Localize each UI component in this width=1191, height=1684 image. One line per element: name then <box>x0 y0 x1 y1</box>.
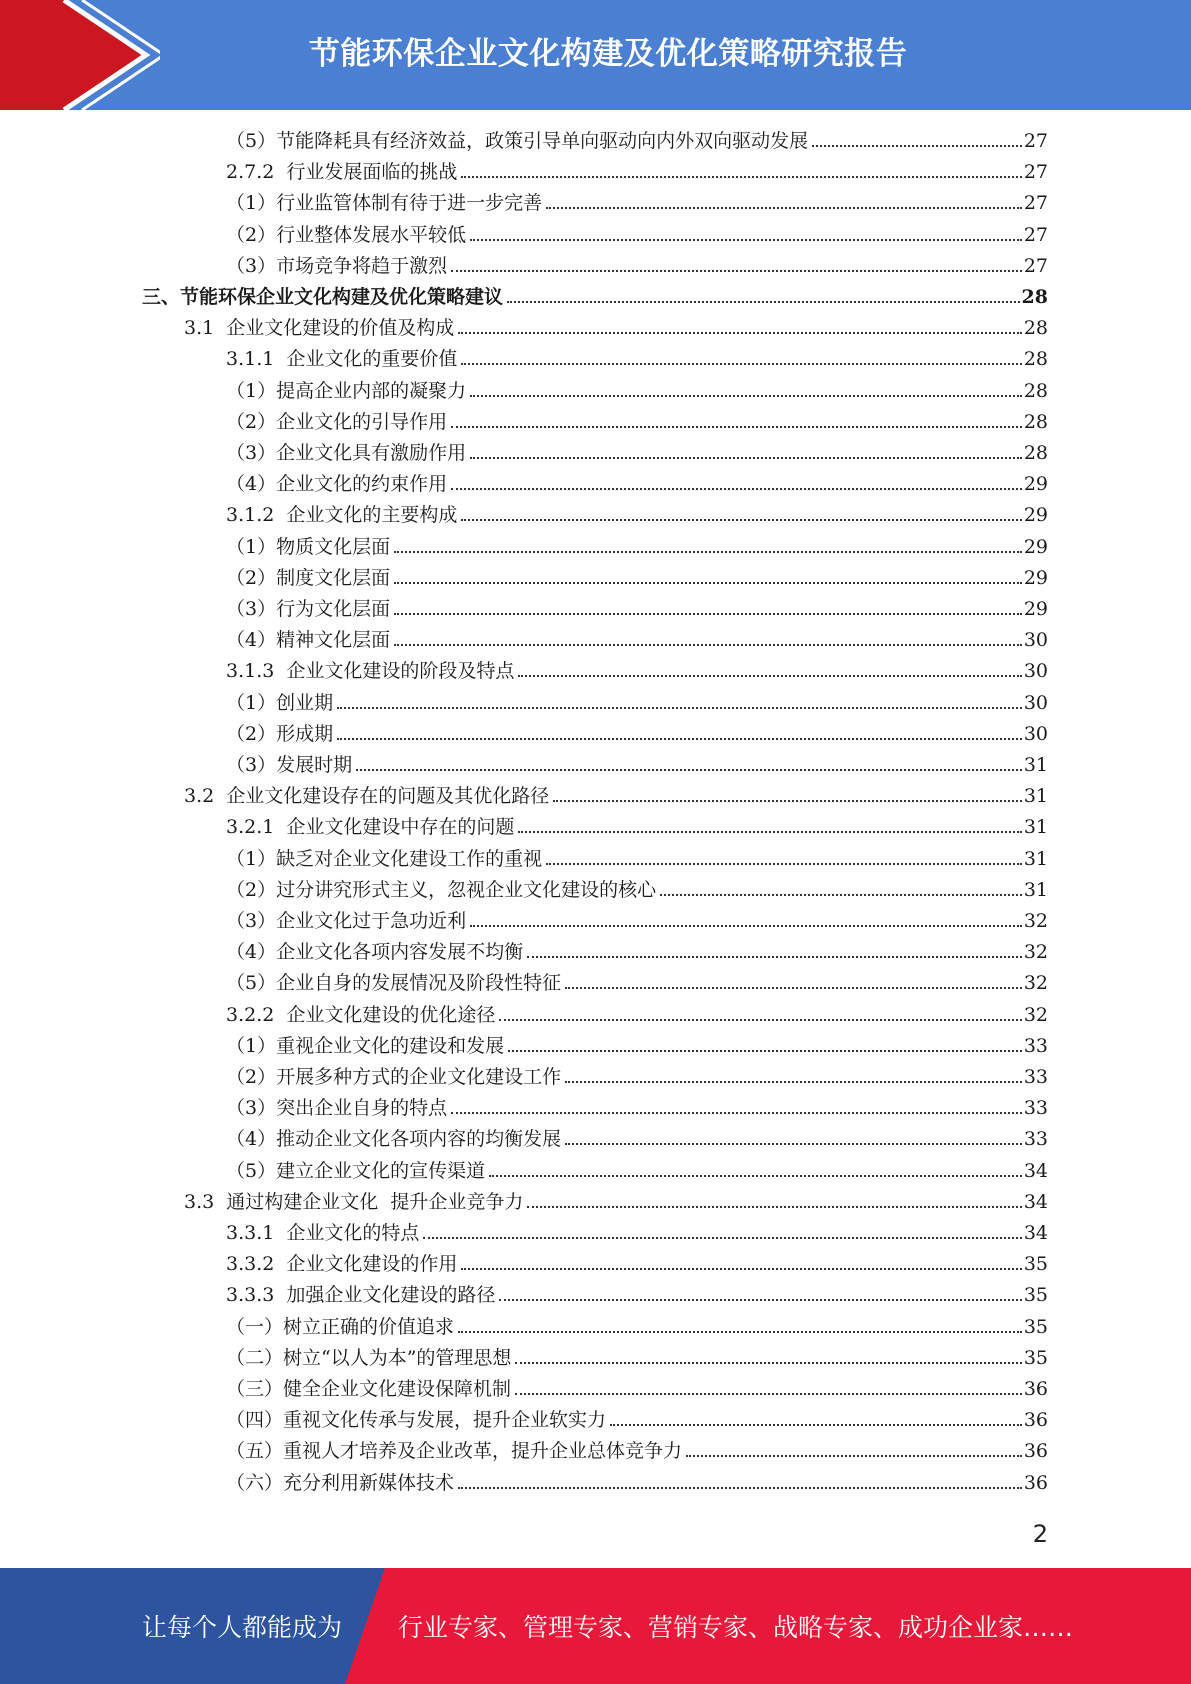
toc-entry[interactable] <box>226 1158 1048 1184</box>
toc-entry-label: 3.3.3 加强企业文化建设的路径 <box>226 1284 496 1307</box>
toc-entry-page: 32 <box>1023 1003 1048 1026</box>
toc-entry-page: 32 <box>1023 910 1048 932</box>
toc-entry-page: 28 <box>1021 286 1048 308</box>
toc-entry[interactable] <box>226 253 1048 279</box>
toc-entry[interactable] <box>226 378 1048 404</box>
toc-entry-label: （3）行为文化层面 <box>226 598 391 620</box>
toc-entry-page: 29 <box>1023 566 1048 589</box>
toc-leader-dots <box>461 363 1021 365</box>
page-header <box>0 0 1191 110</box>
page-footer <box>0 1568 1191 1684</box>
toc-leader-dots <box>527 1206 1021 1208</box>
toc-leader-dots <box>565 987 1022 989</box>
report-title: 节能环保企业文化构建及优化策略研究报告 <box>308 35 908 72</box>
toc-entry-page: 35 <box>1023 1346 1048 1369</box>
toc-entry[interactable] <box>226 346 1048 372</box>
toc-entry[interactable] <box>226 752 1048 778</box>
toc-leader-dots <box>461 1268 1021 1270</box>
toc-leader-dots <box>812 145 1022 147</box>
toc-entry[interactable] <box>184 783 1048 809</box>
toc-entry[interactable] <box>226 502 1048 528</box>
toc-entry-label: （3）企业文化过于急功近利 <box>226 910 467 932</box>
toc-entry-page: 27 <box>1023 130 1048 152</box>
toc-entry[interactable] <box>226 596 1048 622</box>
toc-entry-label: 3.1 企业文化建设的价值及构成 <box>184 317 455 340</box>
toc-leader-dots <box>451 488 1022 490</box>
toc-entry-page: 29 <box>1023 473 1048 496</box>
toc-leader-dots <box>565 1081 1022 1083</box>
toc-leader-dots <box>518 831 1021 833</box>
toc-entry-label: （三）健全企业文化建设保障机制 <box>226 1378 512 1400</box>
toc-leader-dots <box>518 675 1021 677</box>
toc-entry-label: （3）发展时期 <box>226 754 353 776</box>
toc-entry-label: 3.1.3 企业文化建设的阶段及特点 <box>226 660 515 683</box>
toc-entry-label: （1）行业监管体制有待于进一步完善 <box>226 192 543 215</box>
toc-leader-dots <box>356 769 1022 771</box>
toc-entry-label: （1）缺乏对企业文化建设工作的重视 <box>226 847 543 870</box>
toc-entry-label: （五）重视人才培养及企业改革，提升企业总体竞争力 <box>226 1440 683 1463</box>
toc-entry[interactable] <box>226 440 1048 466</box>
toc-entry-page: 27 <box>1023 223 1048 246</box>
toc-leader-dots <box>610 1424 1022 1426</box>
toc-entry-label: 三、节能环保企业文化构建及优化策略建议 <box>142 286 504 308</box>
toc-entry-label: （2）过分讲究形式主义，忽视企业文化建设的核心 <box>226 878 657 901</box>
toc-leader-dots <box>461 519 1021 521</box>
toc-leader-dots <box>451 426 1022 428</box>
toc-entry[interactable] <box>226 1126 1048 1152</box>
page-number: 2 <box>1032 1520 1048 1548</box>
toc-leader-dots <box>546 207 1022 209</box>
toc-entry-label: 3.3.1 企业文化的特点 <box>226 1222 420 1244</box>
toc-leader-dots <box>394 551 1022 553</box>
toc-entry-page: 35 <box>1023 1253 1048 1276</box>
toc-entry[interactable] <box>226 1376 1048 1402</box>
toc-entry-page: 28 <box>1023 317 1048 340</box>
toc-leader-dots <box>423 1237 1021 1239</box>
toc-entry-label: （1）提高企业内部的凝聚力 <box>226 379 467 402</box>
toc-entry-page: 34 <box>1023 1190 1048 1213</box>
toc-entry[interactable] <box>226 190 1048 216</box>
toc-entry-page: 30 <box>1023 629 1048 652</box>
toc-entry-label: （3）突出企业自身的特点 <box>226 1097 448 1120</box>
toc-leader-dots <box>451 1112 1022 1114</box>
toc-entry-page: 28 <box>1023 410 1048 433</box>
toc-entry-label: 3.1.1 企业文化的重要价值 <box>226 348 458 371</box>
toc-entry-label: （一）树立正确的价值追求 <box>226 1315 455 1338</box>
toc-entry-label: （3）市场竞争将趋于激烈 <box>226 254 448 277</box>
toc-entry-label: 3.2.2 企业文化建设的优化途径 <box>226 1003 496 1026</box>
toc-leader-dots <box>394 582 1022 584</box>
toc-leader-dots <box>470 457 1022 459</box>
toc-entry-label: （5）建立企业文化的宣传渠道 <box>226 1159 486 1182</box>
toc-leader-dots <box>470 925 1022 927</box>
toc-entry-page: 35 <box>1023 1315 1048 1338</box>
toc-entry-page: 31 <box>1023 816 1048 839</box>
toc-leader-dots <box>515 1362 1021 1364</box>
toc-entry-label: （2）制度文化层面 <box>226 566 391 589</box>
toc-entry-label: （5）节能降耗具有经济效益，政策引导单向驱动向内外双向驱动发展 <box>226 130 809 152</box>
toc-entry-page: 36 <box>1023 1471 1048 1494</box>
toc-entry-page: 33 <box>1023 1097 1048 1120</box>
toc-entry-page: 31 <box>1023 785 1048 808</box>
toc-entry[interactable] <box>226 939 1048 965</box>
toc-entry-label: （2）企业文化的引导作用 <box>226 410 448 433</box>
toc-entry-page: 36 <box>1023 1440 1048 1463</box>
toc-entry-page: 30 <box>1023 691 1048 714</box>
toc-entry-label: （3）企业文化具有激励作用 <box>226 442 467 464</box>
toc-leader-dots <box>470 239 1022 241</box>
toc-entry[interactable] <box>226 1064 1048 1090</box>
toc-entry-page: 28 <box>1023 348 1048 371</box>
toc-entry[interactable] <box>226 1314 1048 1340</box>
toc-entry-page: 27 <box>1023 254 1048 277</box>
toc-entry-page: 31 <box>1023 847 1048 870</box>
toc-entry[interactable] <box>184 315 1048 341</box>
toc-entry[interactable] <box>226 721 1048 747</box>
toc-entry[interactable] <box>226 159 1048 185</box>
toc-entry-page: 29 <box>1023 598 1048 620</box>
toc-entry-page: 35 <box>1023 1284 1048 1307</box>
toc-entry[interactable] <box>226 814 1048 840</box>
toc-leader-dots <box>553 800 1022 802</box>
toc-leader-dots <box>546 863 1022 865</box>
toc-entry[interactable] <box>226 1345 1048 1371</box>
toc-entry[interactable] <box>226 1470 1048 1496</box>
toc-entry-page: 28 <box>1023 379 1048 402</box>
toc-leader-dots <box>458 332 1022 334</box>
toc-entry-page: 27 <box>1023 161 1048 184</box>
toc-entry-label: （四）重视文化传承与发展，提升企业软实力 <box>226 1409 607 1432</box>
toc-entry[interactable] <box>184 1189 1048 1215</box>
toc-entry-page: 36 <box>1023 1378 1048 1400</box>
toc-entry-page: 32 <box>1023 972 1048 995</box>
toc-entry[interactable] <box>226 471 1048 497</box>
toc-leader-dots <box>394 613 1022 615</box>
toc-entry[interactable] <box>226 1220 1048 1246</box>
toc-entry[interactable] <box>226 534 1048 560</box>
toc-leader-dots <box>565 1143 1022 1145</box>
toc-entry-page: 30 <box>1023 660 1048 683</box>
toc-leader-dots <box>515 1393 1022 1395</box>
toc-entry[interactable] <box>226 222 1048 248</box>
toc-entry-label: 3.2.1 企业文化建设中存在的问题 <box>226 816 515 839</box>
toc-entry-page: 27 <box>1023 192 1048 215</box>
toc-leader-dots <box>508 1050 1022 1052</box>
footer-slogan-right: 行业专家、管理专家、营销专家、战略专家、成功企业家…… <box>398 1613 1074 1642</box>
footer-slogan-left: 让每个人都能成为 <box>142 1613 343 1642</box>
toc-entry-label: （4）精神文化层面 <box>226 629 391 652</box>
toc-entry[interactable] <box>226 409 1048 435</box>
toc-leader-dots <box>507 301 1020 303</box>
toc-leader-dots <box>660 894 1022 896</box>
toc-entry-page: 34 <box>1023 1222 1048 1244</box>
toc-entry-page: 33 <box>1023 1066 1048 1088</box>
toc-entry-page: 32 <box>1023 941 1048 964</box>
toc-entry-label: （二）树立“以人为本”的管理思想 <box>226 1346 512 1369</box>
toc-entry[interactable] <box>226 627 1048 653</box>
toc-entry[interactable] <box>226 908 1048 934</box>
toc-entry-label: （5）企业自身的发展情况及阶段性特征 <box>226 972 562 995</box>
toc-entry-label: （2）形成期 <box>226 722 334 745</box>
toc-entry-label: 3.2 企业文化建设存在的问题及其优化路径 <box>184 785 550 808</box>
toc-entry-page: 30 <box>1023 722 1048 745</box>
toc-entry[interactable] <box>226 1407 1048 1433</box>
toc-leader-dots <box>527 956 1022 958</box>
toc-entry-page: 31 <box>1023 878 1048 901</box>
toc-leader-dots <box>470 395 1022 397</box>
toc-entry[interactable] <box>226 1095 1048 1121</box>
toc-entry-label: （1）重视企业文化的建设和发展 <box>226 1034 505 1057</box>
toc-leader-dots <box>458 1487 1022 1489</box>
toc-leader-dots <box>394 644 1022 646</box>
toc-entry[interactable] <box>226 877 1048 903</box>
toc-entry-page: 36 <box>1023 1409 1048 1432</box>
toc-entry[interactable] <box>226 658 1048 684</box>
toc-leader-dots <box>499 1299 1021 1301</box>
toc-leader-dots <box>499 1019 1021 1021</box>
toc-entry-label: （2）开展多种方式的企业文化建设工作 <box>226 1066 562 1088</box>
toc-entry-page: 28 <box>1023 442 1048 464</box>
toc-entry[interactable] <box>226 1438 1048 1464</box>
toc-entry-label: （4）企业文化的约束作用 <box>226 473 448 496</box>
toc-entry-label: 2.7.2 行业发展面临的挑战 <box>226 161 458 184</box>
toc-leader-dots <box>489 1175 1022 1177</box>
toc-entry-label: 3.3.2 企业文化建设的作用 <box>226 1253 458 1276</box>
toc-leader-dots <box>337 707 1022 709</box>
toc-entry[interactable] <box>226 565 1048 591</box>
toc-entry-page: 33 <box>1023 1034 1048 1057</box>
toc-entry-page: 29 <box>1023 504 1048 527</box>
toc-entry[interactable] <box>226 846 1048 872</box>
toc-entry-label: （1）物质文化层面 <box>226 535 391 558</box>
toc-entry-page: 33 <box>1023 1128 1048 1151</box>
toc-entry[interactable] <box>226 1033 1048 1059</box>
toc-entry[interactable] <box>226 1251 1048 1277</box>
toc-leader-dots <box>337 738 1022 740</box>
toc-entry[interactable] <box>226 128 1048 154</box>
toc-entry-page: 34 <box>1023 1159 1048 1182</box>
toc-entry-page: 31 <box>1023 754 1048 776</box>
toc-entry-label: （4）企业文化各项内容发展不均衡 <box>226 941 524 964</box>
toc-entry-label: （4）推动企业文化各项内容的均衡发展 <box>226 1128 562 1151</box>
toc-entry[interactable] <box>226 1002 1048 1028</box>
toc-entry-label: （六）充分利用新媒体技术 <box>226 1471 455 1494</box>
toc-entry[interactable] <box>226 1282 1048 1308</box>
toc-entry-label: 3.3 通过构建企业文化 提升企业竞争力 <box>184 1190 524 1213</box>
toc-entry-label: （2）行业整体发展水平较低 <box>226 223 467 246</box>
toc-leader-dots <box>451 270 1022 272</box>
toc-entry-label: （1）创业期 <box>226 691 334 714</box>
toc-entry[interactable] <box>226 970 1048 996</box>
toc-entry-label: 3.1.2 企业文化的主要构成 <box>226 504 458 527</box>
toc-entry[interactable] <box>226 690 1048 716</box>
toc-entry-page: 29 <box>1023 535 1048 558</box>
toc-leader-dots <box>686 1455 1022 1457</box>
toc-leader-dots <box>461 176 1021 178</box>
toc-entry[interactable] <box>142 284 1048 310</box>
toc-leader-dots <box>458 1331 1022 1333</box>
